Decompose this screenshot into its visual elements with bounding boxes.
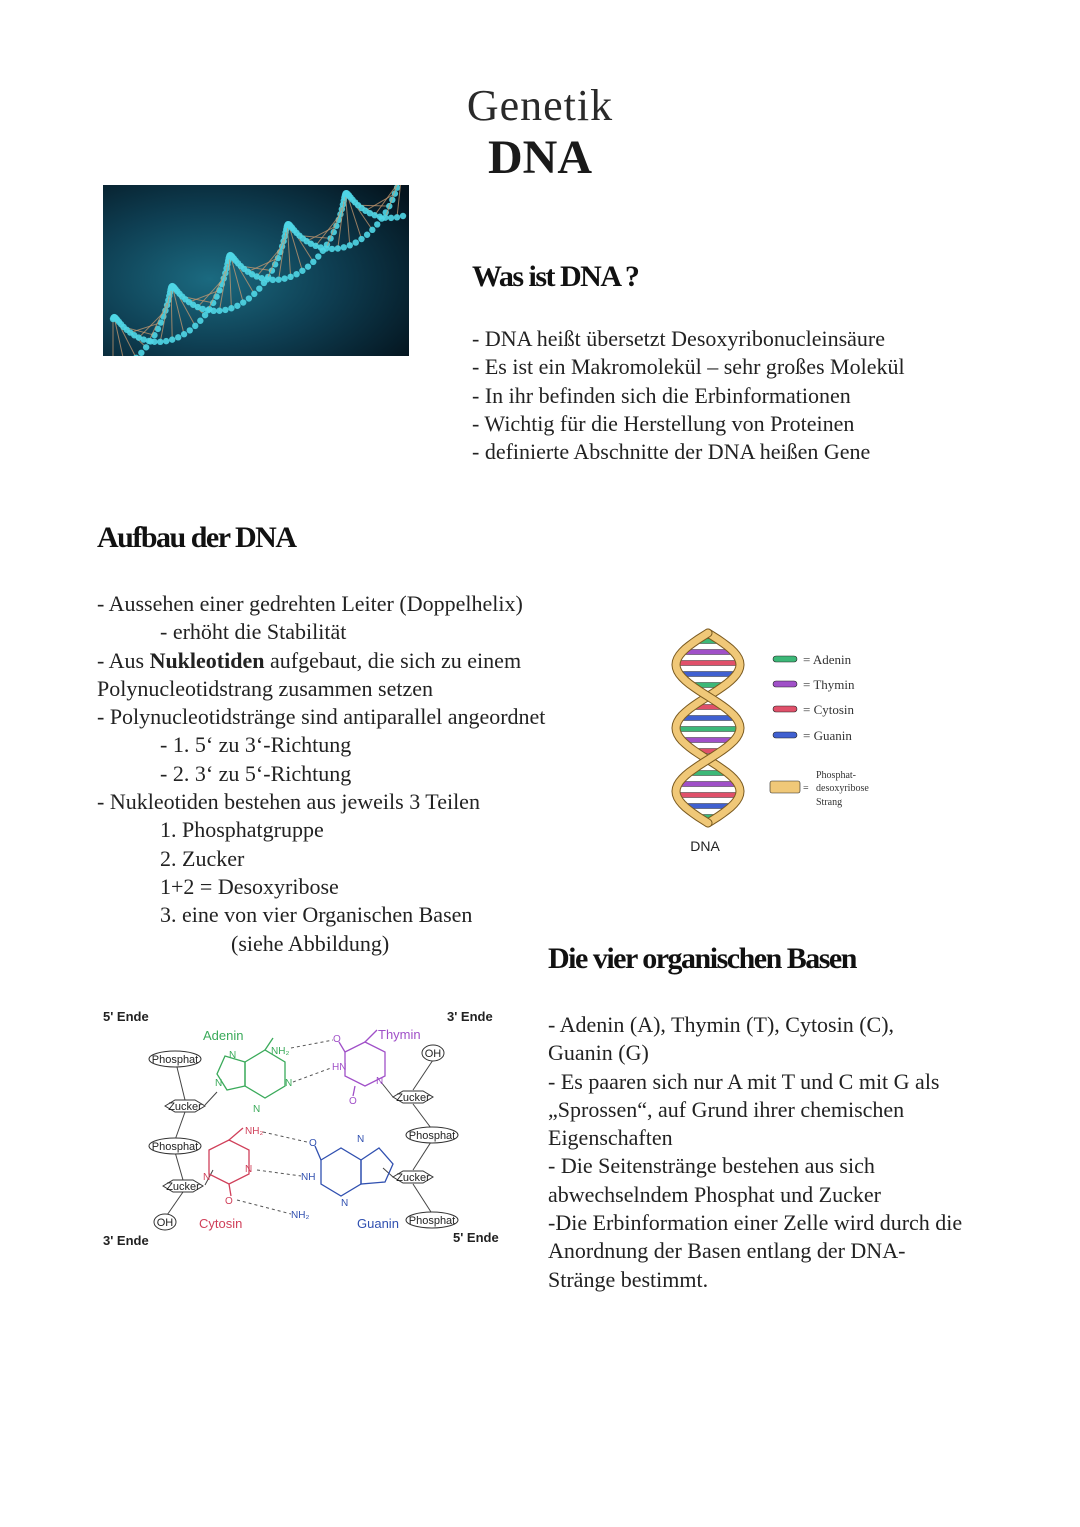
section-heading-structure: Aufbau der DNA	[97, 521, 296, 554]
legend-strand-3: Strang	[816, 797, 843, 808]
helix-bead	[281, 275, 287, 281]
helix-bead	[251, 291, 257, 297]
atom-o: O	[333, 1034, 341, 1045]
atom-n: N	[285, 1078, 293, 1089]
phosphat-label: Phosphat	[408, 1130, 456, 1142]
page-subject: Genetik	[466, 81, 614, 130]
helix-bead	[388, 215, 394, 221]
structure-text	[97, 590, 545, 958]
helix-bead	[400, 213, 406, 219]
text-line: - 1. 5‘ zu 3‘-Richtung	[160, 732, 352, 758]
legend-swatch-adenin	[773, 656, 797, 662]
helix-bead	[192, 323, 198, 329]
section-heading-what-is-dna: Was ist DNA ?	[472, 260, 639, 293]
base-pairing-figure	[95, 1000, 505, 1255]
atom-n: N	[245, 1164, 253, 1175]
helix-bead	[216, 308, 222, 314]
label-guanin: Guanin	[357, 1216, 399, 1231]
legend-thymin: = Thymin	[803, 677, 855, 692]
amino-group: NH₂	[245, 1126, 264, 1137]
atom-n: N	[357, 1134, 365, 1145]
legend-guanin: = Guanin	[803, 728, 852, 743]
oh-label: OH	[156, 1217, 174, 1229]
phosphat-label: Phosphat	[151, 1141, 199, 1153]
text-line: abwechselndem Phosphat und Zucker	[548, 1181, 881, 1207]
helix-bead	[275, 276, 281, 282]
text-line: 1. Phosphatgruppe	[160, 817, 324, 843]
zucker-label: Zucker	[396, 1092, 430, 1104]
helix-bead	[169, 336, 175, 342]
text-line: - Es paaren sich nur A mit T und C mit G als	[548, 1068, 940, 1094]
legend-swatch-cytosin	[773, 706, 797, 712]
helix-base-pair	[680, 716, 736, 721]
helix-bead	[287, 274, 293, 280]
legend-swatch-thymin	[773, 681, 797, 687]
imino-group: NH	[301, 1172, 316, 1183]
helix-bead	[197, 318, 203, 324]
helix-bead	[228, 305, 234, 311]
atom-o: O	[309, 1138, 317, 1149]
section-heading-four-bases: Die vier organischen Basen	[548, 942, 856, 975]
helix-bead	[264, 276, 270, 282]
text-line: (siehe Abbildung)	[231, 930, 390, 956]
text-prefix: - Aus	[97, 647, 150, 673]
helix-bead	[138, 350, 144, 356]
helix-bead	[222, 307, 228, 313]
helix-base-pair	[679, 672, 736, 677]
list-item: - Wichtig für die Herstellung von Proteinen	[472, 410, 855, 436]
helix-bead	[187, 327, 193, 333]
legend-strand-eq: =	[803, 783, 809, 794]
four-bases-text	[548, 1011, 962, 1294]
text-line: 2. Zucker	[160, 845, 245, 871]
text-line	[97, 647, 545, 675]
helix-bead	[157, 339, 163, 345]
label-5-end-bottom: 5' Ende	[453, 1230, 499, 1245]
helix-bead	[323, 245, 329, 251]
cytosin-structure	[209, 1128, 249, 1196]
text-line: - Aussehen einer gedrehten Leiter (Doppelhelix)	[97, 591, 523, 616]
helix-bead	[318, 244, 324, 250]
text-line: - 2. 3‘ zu 5‘-Richtung	[160, 760, 352, 786]
helix-base-pair	[678, 782, 738, 787]
helix-bead	[394, 214, 400, 220]
amino-group: NH₂	[271, 1046, 290, 1057]
helix-bead	[353, 239, 359, 245]
helix-base-pair	[676, 727, 740, 732]
label-thymin: Thymin	[378, 1027, 421, 1042]
atom-o: O	[225, 1196, 233, 1207]
label-cytosin: Cytosin	[199, 1216, 243, 1231]
label-3-end-bottom: 3' Ende	[103, 1233, 149, 1248]
helix-bead	[234, 303, 240, 309]
helix-bead	[377, 214, 383, 220]
phosphat-label: Phosphat	[151, 1054, 199, 1066]
helix-bead	[293, 271, 299, 277]
helix-bead	[299, 268, 305, 274]
helix-bead	[199, 306, 205, 312]
atom-n: N	[229, 1050, 237, 1061]
legend-cytosin: = Cytosin	[803, 702, 855, 717]
helix-bead	[364, 232, 370, 238]
helix-bead	[246, 295, 252, 301]
helix-bead	[347, 242, 353, 248]
atom-o: O	[349, 1096, 357, 1107]
helix-bead	[143, 344, 149, 350]
text-line: - Nukleotiden bestehen aus jeweils 3 Teilen	[97, 789, 480, 815]
text-line: Polynucleotidstrang zusammen setzen	[97, 675, 434, 701]
helix-bead	[305, 263, 311, 269]
label-adenin: Adenin	[203, 1028, 244, 1043]
diagram-caption: DNA	[690, 838, 720, 854]
helix-bead	[163, 338, 169, 344]
helix-bead	[358, 236, 364, 242]
label-5-end-top: 5' Ende	[103, 1009, 149, 1024]
helix-bead	[256, 285, 262, 291]
helix-base-pair	[677, 793, 740, 798]
text-line: „Sprossen“, auf Grund ihrer chemischen	[548, 1096, 905, 1122]
atom-n: N	[215, 1078, 223, 1089]
legend-adenin: = Adenin	[803, 652, 852, 667]
helix-bead	[382, 214, 388, 220]
text-line: 3. eine von vier Organischen Basen	[160, 902, 473, 928]
text-line: 1+2 = Desoxyribose	[160, 873, 339, 899]
legend-strand-1: Phosphat-	[816, 770, 856, 781]
legend-strand-2: desoxyribose	[816, 783, 869, 794]
helix-bead	[240, 299, 246, 305]
phosphat-label: Phosphat	[408, 1215, 456, 1227]
text-line: - Polynucleotidstränge sind antiparallel angeordnet	[97, 704, 546, 730]
amino-group: NH₂	[291, 1210, 310, 1221]
text-line: Anordnung der Basen entlang der DNA-	[548, 1238, 906, 1264]
keyword-nukleotiden: Nukleotiden	[149, 647, 265, 673]
helix-bead	[205, 307, 211, 313]
page-title: DNA	[488, 131, 592, 184]
text-line: Guanin (G)	[548, 1040, 649, 1066]
helix-bead	[151, 339, 157, 345]
atom-n: N	[376, 1076, 384, 1087]
text-line: -Die Erbinformation einer Zelle wird durch die	[548, 1210, 963, 1236]
legend-swatch-guanin	[773, 732, 797, 738]
helix-bead	[341, 244, 347, 250]
helix-bead	[335, 245, 341, 251]
helix-bead	[315, 253, 321, 259]
list-item: - Es ist ein Makromolekül – sehr großes Molekül	[472, 354, 905, 380]
zucker-label: Zucker	[168, 1101, 202, 1113]
list-item: - DNA heißt übersetzt Desoxyribonucleinsäure	[472, 326, 885, 351]
text-line: Eigenschaften	[548, 1125, 673, 1151]
zucker-label: Zucker	[166, 1181, 200, 1193]
dna-helix-diagram	[660, 625, 900, 860]
atom-n: N	[253, 1104, 261, 1115]
helix-bead	[369, 227, 375, 233]
guanin-structure	[315, 1146, 393, 1196]
atom-n: N	[341, 1198, 349, 1209]
helix-bead	[374, 221, 380, 227]
dna-helix-image	[103, 185, 409, 356]
imino-group: HN	[332, 1062, 347, 1073]
label-3-end-top: 3' Ende	[447, 1009, 493, 1024]
text-line: - Die Seitenstränge bestehen aus sich	[548, 1153, 875, 1179]
helix-bead	[210, 308, 216, 314]
dna-photo	[103, 185, 409, 356]
legend-swatch-strand	[770, 781, 800, 793]
helix-bead	[259, 275, 265, 281]
what-is-dna-list	[472, 325, 905, 466]
helix-bead	[146, 338, 152, 344]
zucker-label: Zucker	[396, 1172, 430, 1184]
helix-bead	[270, 277, 276, 283]
helix-bead	[310, 259, 316, 265]
helix-bead	[181, 331, 187, 337]
text-line: - Adenin (A), Thymin (T), Cytosin (C),	[548, 1012, 895, 1037]
atom-n: N	[203, 1172, 211, 1183]
text-suffix: aufgebaut, die sich zu einem	[264, 647, 522, 673]
helix-bead	[329, 246, 335, 252]
helix-bead	[175, 334, 181, 340]
oh-label: OH	[424, 1048, 442, 1060]
list-item: - In ihr befinden sich die Erbinformationen	[472, 382, 851, 408]
text-line: - erhöht die Stabilität	[160, 619, 347, 645]
helix-base-pair	[676, 661, 740, 666]
list-item: - definierte Abschnitte der DNA heißen Gene	[472, 439, 871, 465]
text-line: Stränge bestimmt.	[548, 1266, 709, 1292]
